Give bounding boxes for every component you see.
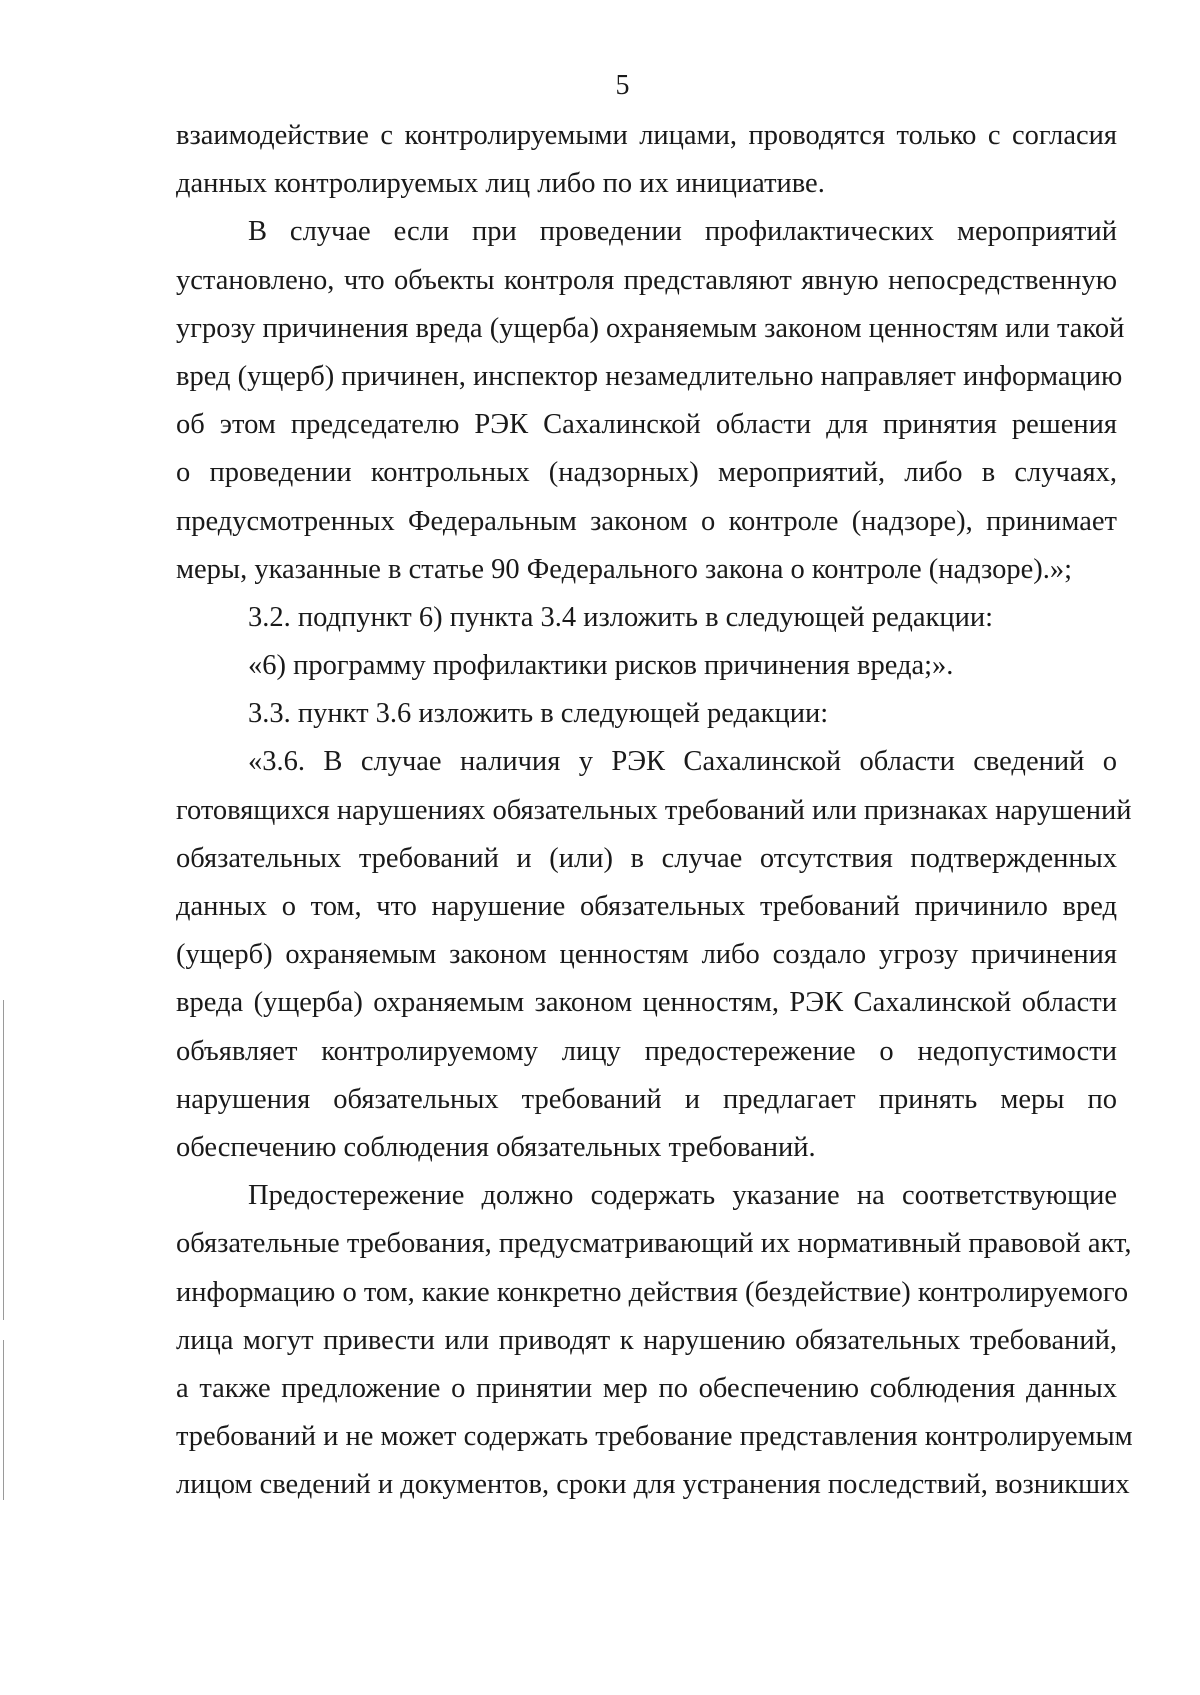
text-line: об этом председателю РЭК Сахалинской области для принятия решения xyxy=(176,409,1117,441)
text-line: данных о том, что нарушение обязательных требований причинило вред xyxy=(176,891,1117,922)
text-line: обязательных требований и (или) в случае отсутствия подтвержденных xyxy=(176,842,1117,874)
document-body xyxy=(176,112,1133,1509)
text-line: 3.3. пункт 3.6 изложить в следующей редакции: xyxy=(248,698,829,730)
text-line: о проведении контрольных (надзорных) мероприятий, либо в случаях, xyxy=(176,457,1117,489)
text-line: (ущерб) охраняемым законом ценностям либо создало угрозу причинения xyxy=(176,939,1117,971)
text-line: объявляет контролируемому лицу предостережение о недопустимости xyxy=(176,1035,1117,1067)
text-line: лица могут привести или приводят к нарушению обязательных требований, xyxy=(176,1324,1117,1356)
text-line: лицом сведений и документов, сроки для устранения последствий, возникших xyxy=(176,1469,1130,1501)
paragraph-p7 xyxy=(176,1172,1133,1509)
page-number: 5 xyxy=(615,70,630,101)
text-line: данных контролируемых лиц либо по их инициативе. xyxy=(176,168,825,200)
text-line: «3.6. В случае наличия у РЭК Сахалинской области сведений о xyxy=(248,746,1117,778)
text-line: Предостережение должно содержать указание на соответствующие xyxy=(248,1180,1117,1212)
text-line: готовящихся нарушениях обязательных требований или признаках нарушений xyxy=(176,794,1132,826)
text-line: а также предложение о принятии мер по обеспечению соблюдения данных xyxy=(176,1372,1117,1404)
text-line: угрозу причинения вреда (ущерба) охраняемым законом ценностям или такой xyxy=(176,312,1125,344)
text-line: меры, указанные в статье 90 Федерального закона о контроле (надзоре).»; xyxy=(176,553,1072,585)
text-line: установлено, что объекты контроля представляют явную непосредственную xyxy=(176,264,1117,296)
paragraph-p4 xyxy=(176,642,1117,690)
text-line: вреда (ущерба) охраняемым законом ценностям, РЭК Сахалинской области xyxy=(176,987,1117,1019)
text-line: требований и не может содержать требование представления контролируемым xyxy=(176,1421,1133,1453)
text-line: обязательные требования, предусматривающий их нормативный правовой акт, xyxy=(176,1228,1132,1260)
paragraph-p1 xyxy=(176,112,1117,208)
text-line: 3.2. подпункт 6) пункта 3.4 изложить в следующей редакции: xyxy=(248,601,994,633)
text-line: информацию о том, какие конкретно действия (бездействие) контролируемого xyxy=(176,1276,1129,1308)
text-line: нарушения обязательных требований и предлагает принять меры по xyxy=(176,1083,1117,1115)
text-line: обеспечению соблюдения обязательных требований. xyxy=(176,1131,816,1163)
text-line: предусмотренных Федеральным законом о контроле (надзоре), принимает xyxy=(176,505,1117,537)
scan-edge-mark xyxy=(3,1340,4,1500)
paragraph-p6 xyxy=(176,738,1132,1172)
text-line: вред (ущерб) причинен, инспектор незамедлительно направляет информацию xyxy=(176,360,1123,392)
text-line: «6) программу профилактики рисков причинения вреда;». xyxy=(248,650,954,682)
paragraph-p2 xyxy=(176,208,1125,594)
scan-edge-mark xyxy=(3,1000,4,1320)
text-line: взаимодействие с контролируемыми лицами, проводятся только с согласия xyxy=(176,120,1117,151)
paragraph-p5 xyxy=(176,690,1117,738)
text-line: В случае если при проведении профилактических мероприятий xyxy=(248,216,1117,248)
paragraph-p3 xyxy=(176,594,1117,642)
